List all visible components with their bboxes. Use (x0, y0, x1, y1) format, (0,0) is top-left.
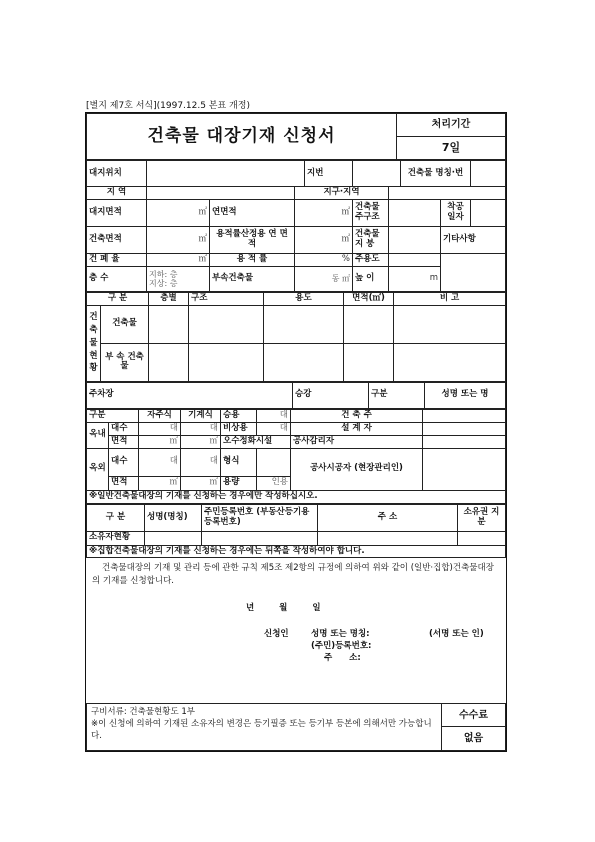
passenger-elevator-field[interactable]: 대 (257, 409, 291, 422)
name-signature-label: 성명 또는 명 (425, 382, 506, 408)
owner-change-note: ※이 신청에 의하여 기재된 소유자의 변경은 등기필증 또는 등기부 등본에 의해서만 가능합니다. (91, 719, 432, 742)
floors-aboveground: 지상: 층 (149, 279, 178, 288)
emergency-elevator-label: 비상용 (221, 422, 257, 435)
floors-label: 층 수 (87, 267, 147, 292)
floors-field[interactable] (147, 267, 210, 292)
roof-label: 건축물 지 붕 (353, 227, 389, 254)
building-area-label: 건축면적 (87, 227, 147, 254)
owner-category-label: 구 분 (87, 504, 145, 531)
main-building-remarks[interactable] (394, 305, 506, 343)
outdoor-mech-area[interactable]: ㎡ (181, 476, 221, 490)
declaration-block (86, 558, 506, 703)
processing-period-value: 7일 (397, 137, 506, 160)
status-header-area: 면적(㎡) (344, 293, 394, 306)
role-supervisor-field[interactable] (423, 435, 506, 448)
annex-use[interactable] (264, 343, 344, 381)
footer-notes (87, 704, 442, 751)
total-floor-area-field[interactable]: ㎡ (295, 200, 353, 227)
role-category-label: 구분 (369, 382, 425, 408)
applicant-address-label: 주 소: (324, 653, 361, 664)
main-building-label: 건축물 (101, 305, 149, 343)
far-floor-area-label: 용적률산정용 연 면 적 (210, 227, 295, 254)
owner-status-label: 소유자현황 (87, 531, 145, 545)
main-use-label: 주용도 (353, 254, 389, 267)
applicant-reg-number-label: (주민)등록번호: (311, 641, 372, 652)
role-contractor-field[interactable] (423, 448, 506, 490)
annex-structure[interactable] (189, 343, 264, 381)
outdoor-mech-count[interactable]: 대 (181, 448, 221, 476)
status-header-structure: 구조 (189, 293, 264, 306)
form-number-note: [별지 제7호 서식](1997.12.5 본표 개정) (86, 101, 250, 111)
building-status-side-label: 건축물현황 (87, 305, 101, 381)
zone-field[interactable] (147, 187, 295, 200)
title-block (86, 113, 506, 160)
owner-address-field[interactable] (318, 531, 458, 545)
applicant-label: 신청인 (264, 629, 289, 640)
owner-address-label: 주 소 (318, 504, 458, 531)
indoor-mech-count[interactable]: 대 (181, 422, 221, 435)
building-status-table (86, 292, 506, 382)
outdoor-label: 옥외 (87, 448, 109, 490)
building-name-field[interactable] (471, 161, 506, 187)
form-title: 건축물 대장기재 신청서 (87, 114, 397, 160)
indoor-self-area[interactable]: ㎡ (139, 435, 181, 448)
collective-register-note: ※집합건축물대장의 기재를 신청하는 경우에는 뒤쪽을 작성하여야 합니다. (87, 545, 506, 558)
main-building-area[interactable] (344, 305, 394, 343)
far-floor-area-field[interactable]: ㎡ (295, 227, 353, 254)
owner-name-field[interactable] (145, 531, 202, 545)
site-area-field[interactable]: ㎡ (147, 200, 210, 227)
annex-building-field[interactable]: 동 ㎡ (295, 267, 353, 292)
annex-area[interactable] (344, 343, 394, 381)
fee-label: 수수료 (442, 704, 506, 727)
annex-remarks[interactable] (394, 343, 506, 381)
district-label: 지구·지역 (295, 187, 389, 200)
annex-status-label: 부 속 건축물 (101, 343, 149, 381)
floors-underground: 지하: 층 (149, 269, 178, 279)
indoor-label: 옥내 (87, 422, 109, 448)
outdoor-count-label: 대수 (109, 448, 139, 476)
fee-value: 없음 (442, 727, 506, 751)
main-use-field[interactable] (389, 254, 441, 267)
role-owner-field[interactable] (423, 409, 506, 422)
total-floor-area-label: 연면적 (210, 200, 295, 227)
application-form (85, 112, 507, 752)
application-date: 년 월 일 (246, 603, 321, 614)
emergency-elevator-field[interactable]: 대 (257, 422, 291, 435)
start-date-field[interactable] (471, 200, 506, 227)
site-area-label: 대지면적 (87, 200, 147, 227)
role-contractor-label: 공사시공자 (현장관리인) (291, 448, 423, 490)
processing-period-label: 처리기간 (397, 114, 506, 137)
owner-name-label: 성명(명칭) (145, 504, 202, 531)
main-building-structure[interactable] (189, 305, 264, 343)
misc-field[interactable] (441, 254, 506, 292)
zone-label: 지 역 (87, 187, 147, 200)
parking-mech-label: 기계식 (181, 409, 221, 422)
misc-label: 기타사항 (441, 227, 506, 254)
elevator-label: 승강 (293, 382, 369, 408)
lot-number-label: 지번 (305, 161, 353, 187)
parking-label: 주차장 (87, 382, 293, 408)
far-label: 용 적 률 (210, 254, 295, 267)
ownership-share-label: 소유권 지분 (458, 504, 506, 531)
signature-label: (서명 또는 인) (429, 629, 484, 640)
general-register-note: ※일반건축물대장의 기재를 신청하는 경우에만 작성하십시오. (87, 490, 506, 503)
parking-detail-table (86, 409, 506, 504)
required-docs: 구비서류: 건축물현황도 1부 (91, 707, 195, 718)
role-designer-label: 설 계 자 (291, 422, 423, 435)
sewage-type-label: 형식 (221, 448, 257, 476)
footer-table (86, 703, 506, 751)
main-building-floor[interactable] (149, 305, 189, 343)
annex-building-label: 부속건축물 (210, 267, 295, 292)
coverage-ratio-field[interactable]: ㎡ (147, 254, 210, 267)
roof-field[interactable] (389, 227, 441, 254)
indoor-count-label: 대수 (109, 422, 139, 435)
declaration-text: 건축물대장의 기재 및 관리 등에 관한 규칙 제5조 제2항의 규정에 의하여 위와 같이 (일반·집합)건축물대장의 기재를 신청합니다. (92, 563, 494, 587)
parking-sub-category: 구분 (87, 409, 139, 422)
site-location-label: 대지위치 (87, 161, 147, 187)
main-structure-label: 건축물 주구조 (353, 200, 389, 227)
coverage-ratio-label: 건 폐 율 (87, 254, 147, 267)
main-structure-field[interactable] (389, 200, 441, 227)
indoor-self-count[interactable]: 대 (139, 422, 181, 435)
sewage-facility-label: 오수정화시설 (221, 435, 291, 448)
role-supervisor-label: 공사감리자 (291, 435, 423, 448)
height-field[interactable]: m (389, 267, 441, 292)
owner-table (86, 504, 506, 559)
start-date-label: 착공 일자 (441, 200, 471, 227)
status-header-use: 용도 (264, 293, 344, 306)
sewage-type-field[interactable] (257, 448, 291, 476)
applicant-name-label: 성명 또는 명칭: (311, 629, 370, 640)
site-location-field[interactable] (147, 161, 305, 187)
far-field[interactable]: % (295, 254, 353, 267)
sewage-capacity-label: 용량 (221, 476, 257, 490)
outdoor-area-label: 면적 (109, 476, 139, 490)
status-header-floor: 층별 (149, 293, 189, 306)
owner-reg-number-field[interactable] (202, 531, 318, 545)
role-owner-label: 건 축 주 (291, 409, 423, 422)
indoor-mech-area[interactable]: ㎡ (181, 435, 221, 448)
sewage-capacity-field[interactable]: 인용 (257, 476, 291, 490)
lot-number-field[interactable] (353, 161, 401, 187)
outdoor-self-area[interactable]: ㎡ (139, 476, 181, 490)
ownership-share-field[interactable] (458, 531, 506, 545)
status-header-remarks: 비 고 (394, 293, 506, 306)
district-field[interactable] (389, 187, 506, 200)
role-designer-field[interactable] (423, 422, 506, 435)
status-header-category: 구 분 (87, 293, 149, 306)
passenger-elevator-label: 승용 (221, 409, 257, 422)
indoor-area-label: 면적 (109, 435, 139, 448)
outdoor-self-count[interactable]: 대 (139, 448, 181, 476)
building-area-field[interactable]: ㎡ (147, 227, 210, 254)
building-name-label: 건축물 명칭·번 (401, 161, 471, 187)
parking-table (86, 382, 506, 409)
parking-self-label: 자주식 (139, 409, 181, 422)
height-label: 높 이 (353, 267, 389, 292)
site-info-table (86, 160, 506, 292)
owner-reg-number-label: 주민등록번호 (부동산등기용 등록번호) (202, 504, 318, 531)
main-building-use[interactable] (264, 305, 344, 343)
annex-floor[interactable] (149, 343, 189, 381)
